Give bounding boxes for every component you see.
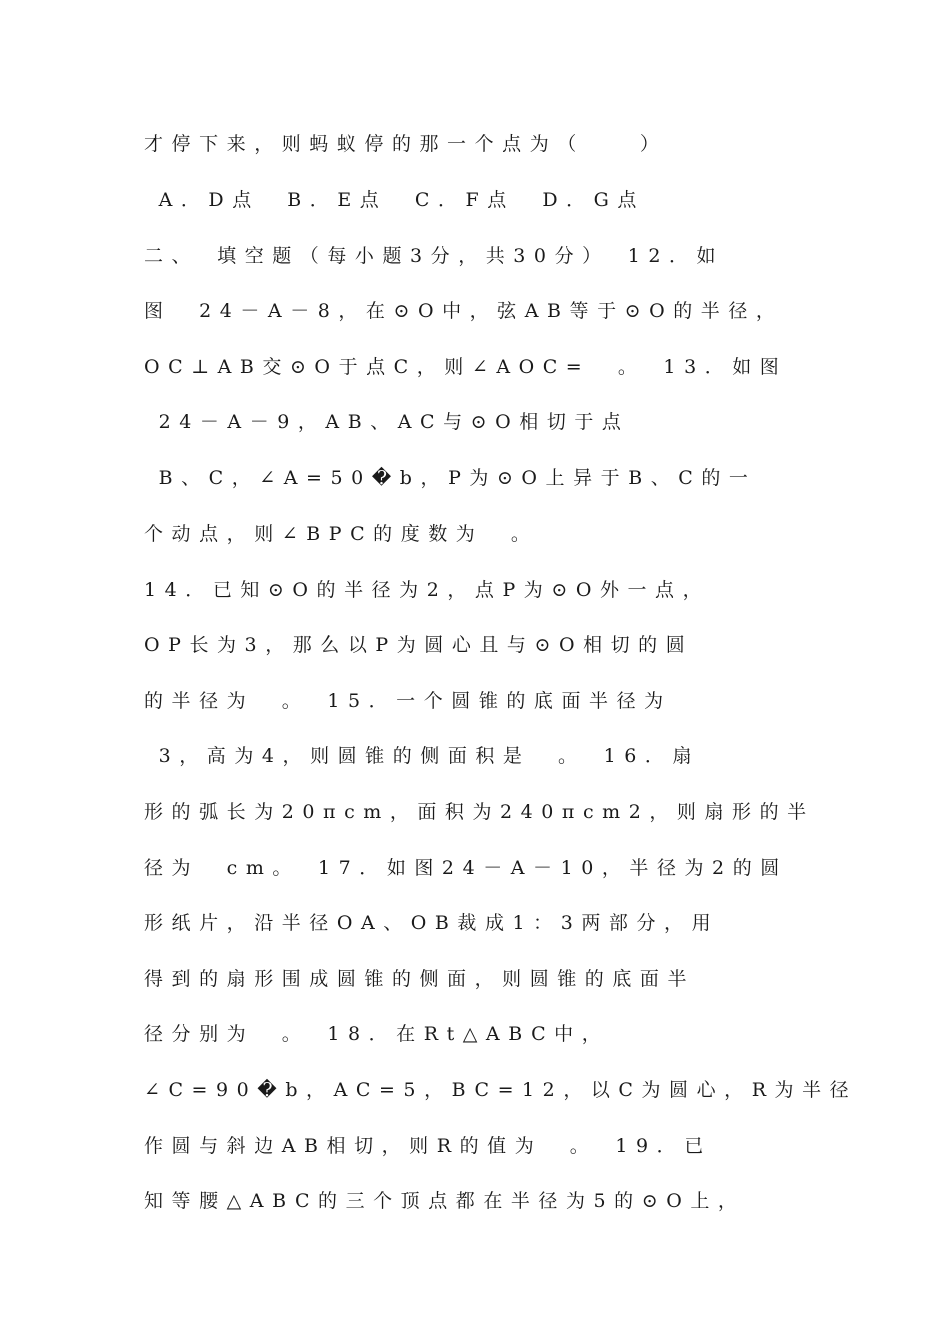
text-line: B、C，∠A=50�b，P为⊙O上异于B、C的一 — [144, 467, 757, 489]
text-line: 图 24－A－8，在⊙O中，弦AB等于⊙O的半径， — [144, 300, 784, 322]
text-line: 形的弧长为20πcm，面积为240πcm2，则扇形的半 — [144, 801, 815, 823]
text-line: A．D点 B．E点 C．F点 D．G点 — [144, 189, 645, 211]
text-line: 14．已知⊙O的半径为2，点P为⊙O外一点， — [144, 579, 711, 601]
text-line: 作圆与斜边AB相切，则R的值为 。 19．已 — [144, 1135, 712, 1157]
text-line: OC⊥AB交⊙O于点C，则∠AOC= 。 13．如图 — [144, 356, 788, 378]
text-line: ∠C=90�b，AC=5，BC=12，以C为圆心，R为半径 — [144, 1079, 858, 1101]
text-line: 知等腰△ABC的三个顶点都在半径为5的⊙O上， — [144, 1190, 746, 1212]
text-line: 二、 填空题（每小题3分，共30分） 12．如 — [144, 245, 725, 267]
text-line: 得到的扇形围成圆锥的侧面，则圆锥的底面半 — [144, 968, 696, 990]
text-line: 个动点，则∠BPC的度数为 。 — [144, 523, 539, 545]
text-line: 才停下来，则蚂蚁停的那一个点为（ ） — [144, 133, 668, 155]
text-line: 形纸片，沿半径OA、OB裁成1：3两部分，用 — [144, 912, 720, 934]
text-line: 径为 cm。 17．如图24－A－10，半径为2的圆 — [144, 857, 788, 879]
text-line: 径分别为 。 18．在Rt△ABC中， — [144, 1023, 610, 1045]
text-line: 24－A－9，AB、AC与⊙O相切于点 — [144, 411, 630, 433]
text-line: OP长为3，那么以P为圆心且与⊙O相切的圆 — [144, 634, 694, 656]
text-line: 3，高为4，则圆锥的侧面积是 。 16．扇 — [144, 745, 700, 767]
text-line: 的半径为 。 15．一个圆锥的底面半径为 — [144, 690, 672, 712]
